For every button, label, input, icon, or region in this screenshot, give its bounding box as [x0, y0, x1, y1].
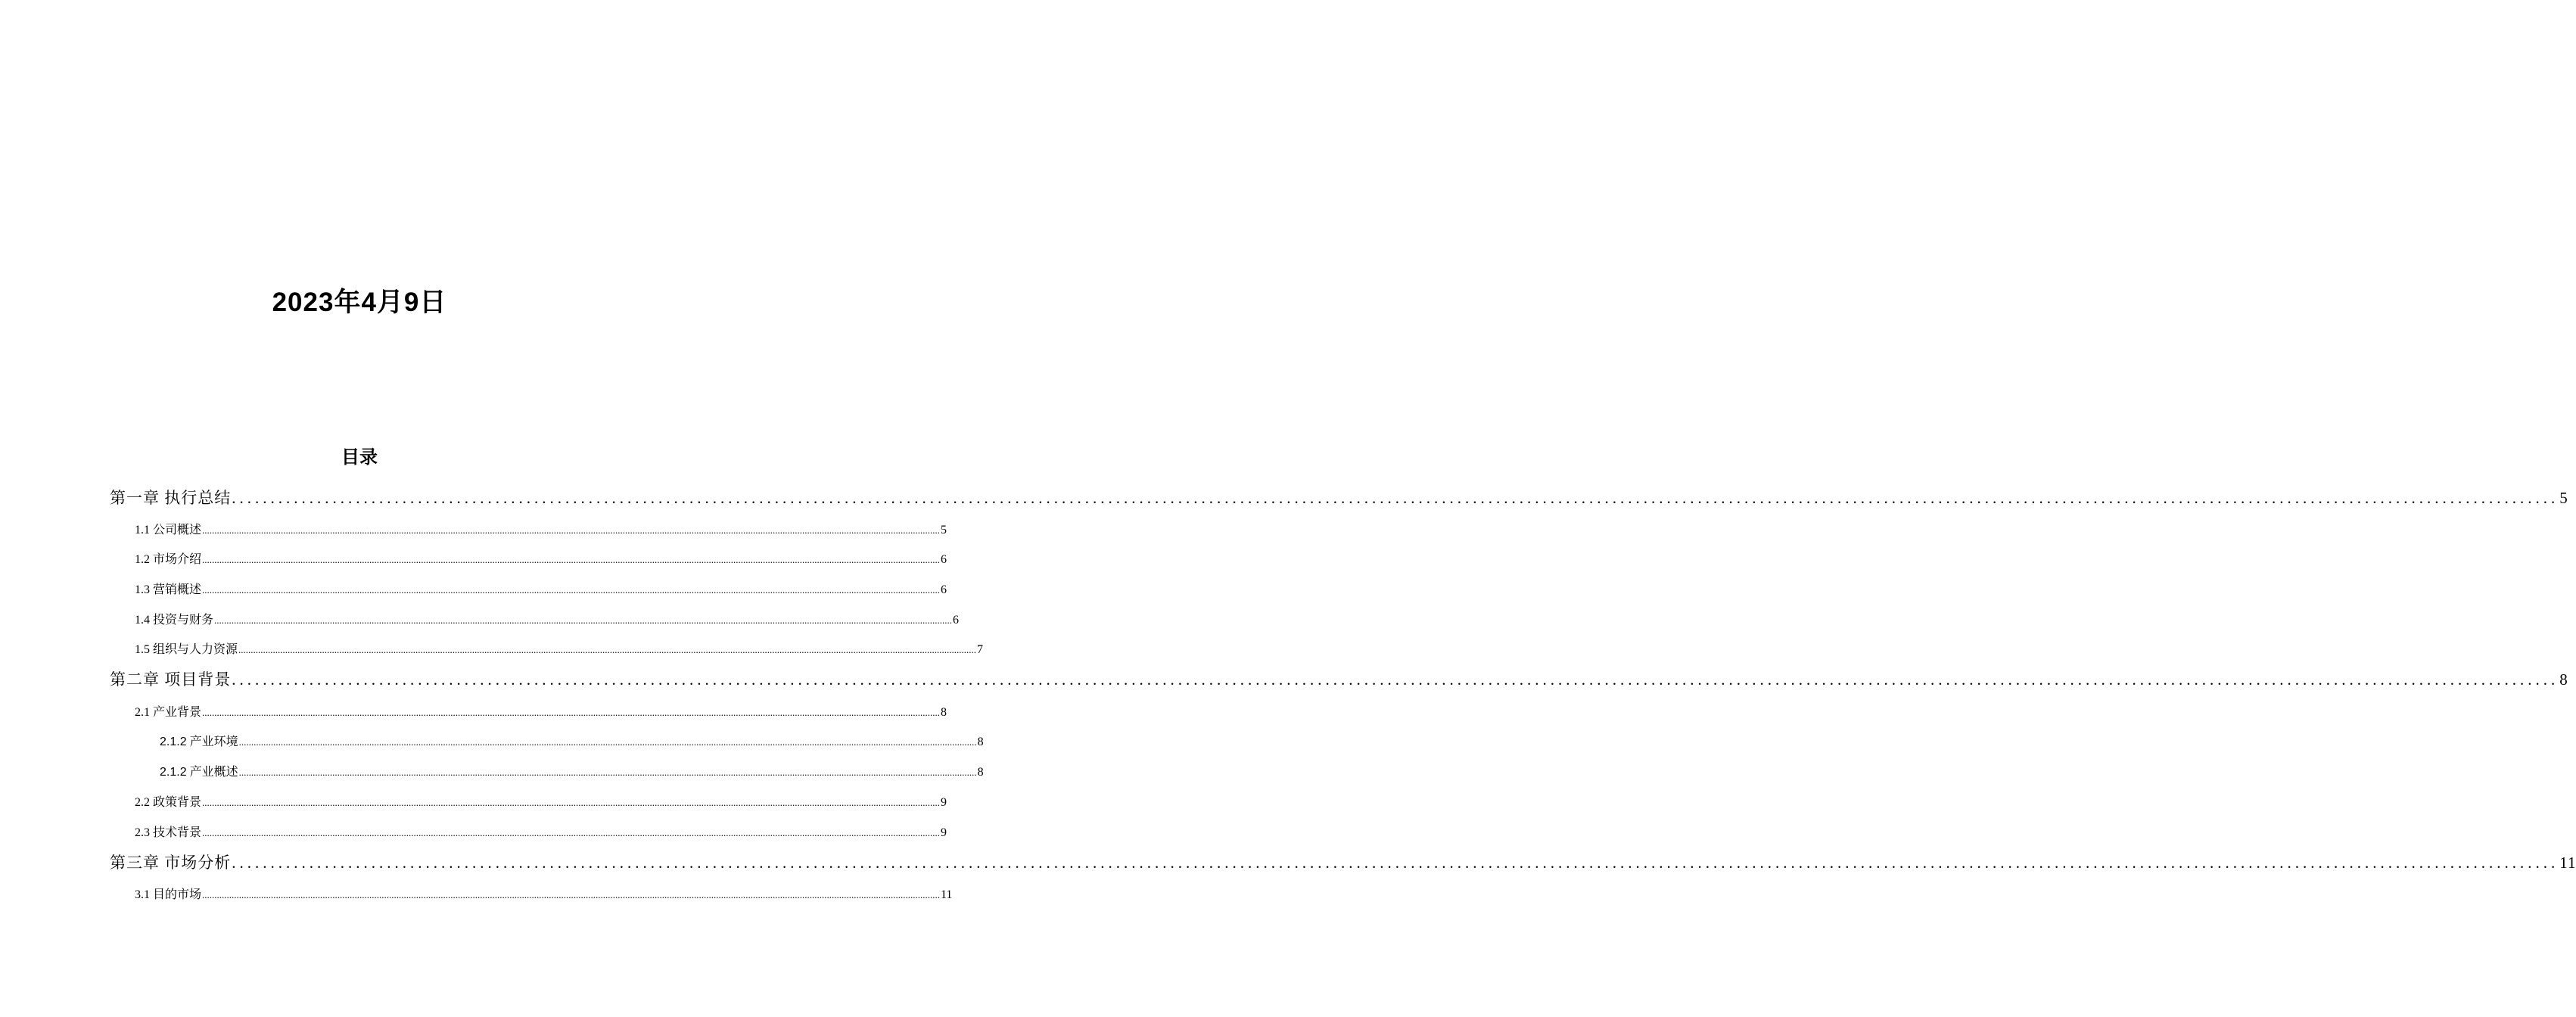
toc-leader-dots: ............................................................................................................................................................................................................................................................................................................: [202, 797, 941, 808]
toc-entry-chapter-1[interactable]: [110, 486, 2568, 508]
toc-entry-1-4[interactable]: [135, 610, 960, 627]
toc-leader-dots: ............................................................................................................................................................................................................................................................................................................: [202, 524, 941, 536]
toc-entry-label: 产业环境: [189, 736, 238, 748]
toc-leader-dots: ............................................................................................................................................................................................................................................................................................................: [238, 644, 977, 655]
toc-entry-chapter-2[interactable]: [110, 667, 2568, 690]
toc-entry-page: 9: [941, 796, 947, 809]
toc-entry-label: 1.1 公司概述: [135, 524, 202, 536]
toc-entry-page: 8: [977, 766, 984, 779]
toc-entry-page: 11: [941, 888, 953, 901]
toc-entry-page: 11: [2559, 854, 2576, 872]
toc-entry-label: 2.2 政策背景: [135, 796, 202, 809]
toc-title: 目录: [341, 447, 378, 468]
toc-leader-dots: ............................................................................................................................................................................................................................................................................................................: [238, 736, 977, 748]
toc-entry-1-1[interactable]: [135, 520, 947, 537]
toc-leader-dots: ............................................................................................................................................................................................................................................................................................................: [202, 827, 941, 838]
toc-leader-dots: ............................................................................................................................................................................................................................................................................................................: [232, 489, 2559, 507]
toc-entry-2-1[interactable]: [135, 702, 947, 720]
toc-entry-number: 2.1.2: [160, 736, 187, 748]
toc-entry-label: 2.3 技术背景: [135, 826, 202, 839]
toc-entry-page: 8: [2559, 670, 2568, 689]
toc-entry-label: 第三章 市场分析: [110, 854, 232, 872]
toc-entry-page: 8: [977, 736, 984, 748]
toc-leader-dots: ............................................................................................................................................................................................................................................................................................................: [202, 889, 941, 900]
toc-entry-page: 5: [941, 524, 947, 536]
toc-entry-page: 6: [941, 553, 947, 566]
toc-entry-label: 2.1 产业背景: [135, 706, 202, 719]
toc-entry-label: 1.4 投资与财务: [135, 614, 214, 627]
toc-entry-page: 7: [977, 643, 984, 656]
toc-leader-dots: ............................................................................................................................................................................................................................................................................................................: [232, 854, 2559, 872]
toc-entry-label: 3.1 目的市场: [135, 888, 202, 901]
toc-entry-chapter-3[interactable]: [110, 851, 2576, 873]
cover-date: 2023年4月9日: [272, 288, 447, 317]
toc-leader-dots: ............................................................................................................................................................................................................................................................................................................: [202, 707, 941, 718]
toc-entry-2-1-2-b[interactable]: [160, 762, 984, 779]
toc-leader-dots: ............................................................................................................................................................................................................................................................................................................: [202, 584, 941, 596]
toc-entry-2-2[interactable]: [135, 792, 947, 810]
toc-entry-2-1-2-a[interactable]: [160, 732, 984, 749]
toc-entry-page: 5: [2559, 489, 2568, 507]
toc-entry-1-5[interactable]: [135, 639, 984, 657]
toc-entry-page: 6: [953, 614, 960, 627]
toc-leader-dots: ............................................................................................................................................................................................................................................................................................................: [202, 554, 941, 565]
toc-entry-1-2[interactable]: [135, 549, 947, 567]
toc-entry-label: 第二章 项目背景: [110, 670, 232, 689]
toc-entry-page: 6: [941, 583, 947, 596]
toc-entry-label: 产业概述: [189, 766, 238, 779]
toc-entry-label: 1.5 组织与人力资源: [135, 643, 238, 656]
toc-leader-dots: ............................................................................................................................................................................................................................................................................................................: [238, 767, 977, 778]
toc-leader-dots: ............................................................................................................................................................................................................................................................................................................: [232, 670, 2559, 689]
toc-entry-page: 9: [941, 826, 947, 839]
toc-entry-page: 8: [941, 706, 947, 719]
toc-leader-dots: ............................................................................................................................................................................................................................................................................................................: [214, 614, 953, 626]
toc-entry-number: 2.1.2: [160, 766, 187, 779]
toc-entry-label: 第一章 执行总结: [110, 489, 232, 507]
toc-entry-2-3[interactable]: [135, 823, 947, 840]
toc-entry-label: 1.2 市场介绍: [135, 553, 202, 566]
toc-entry-1-3[interactable]: [135, 580, 947, 597]
toc-entry-3-1[interactable]: [135, 885, 953, 902]
toc-entry-label: 1.3 营销概述: [135, 583, 202, 596]
